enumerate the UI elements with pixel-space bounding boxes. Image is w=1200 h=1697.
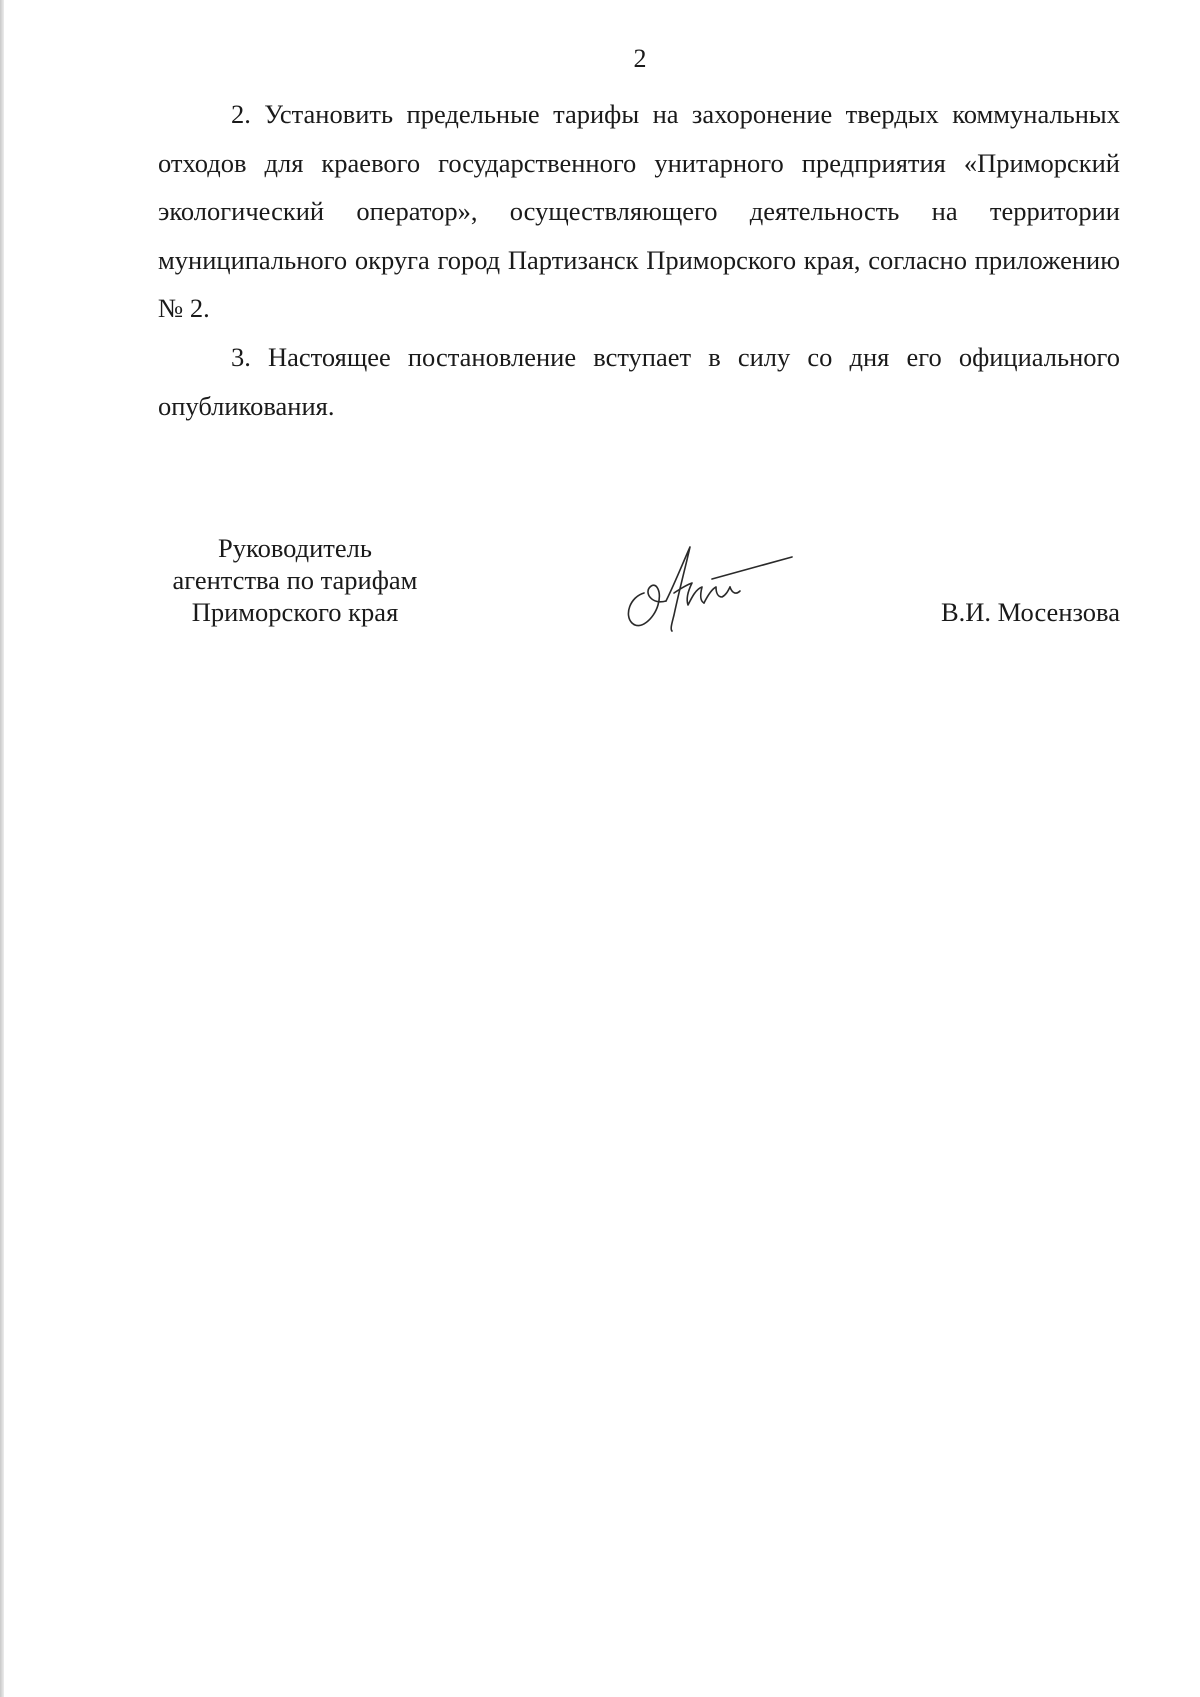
signatory-title	[150, 532, 440, 628]
document-body	[158, 90, 1120, 430]
page-number: 2	[633, 44, 647, 73]
signatory-title-line: Приморского края	[191, 597, 399, 627]
handwritten-signature-icon	[622, 535, 797, 635]
paragraph-effective-date: 3. Настоящее постановление вступает в силу со дня его официального опубликования.	[158, 341, 1120, 421]
signatory-title-line: агентства по тарифам	[172, 565, 418, 595]
paragraph-tariffs: 2. Установить предельные тарифы на захоронение твердых коммунальных отходов для краевого государственного унитарного предприятия «Приморский экологический оператор», осуществляющего деятельность на территории муниципального округа город Партизанск Приморского края, согласно приложению № 2.	[158, 99, 1120, 324]
scan-edge-shadow	[0, 0, 4, 1697]
signer-name: В.И. Мосензова	[940, 597, 1120, 627]
signatory-title-line: Руководитель	[218, 533, 372, 563]
